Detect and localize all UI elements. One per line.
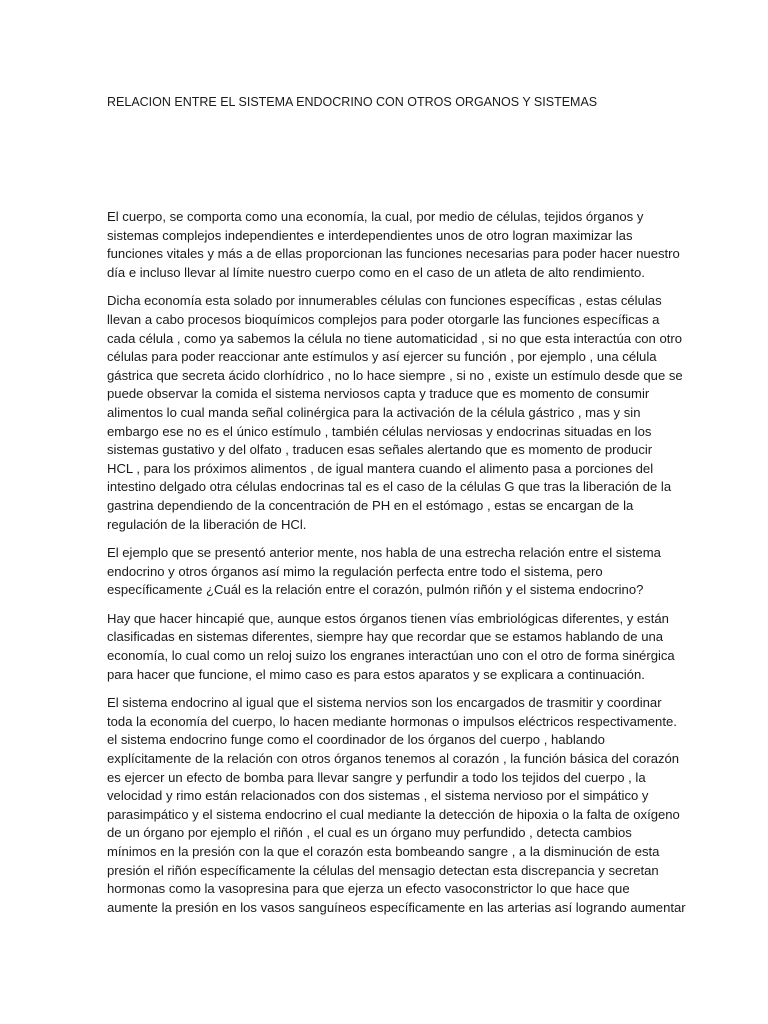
text-line: es ejercer un efecto de bomba para llevar sangre y perfundir a todo los tejidos del cuerpo , la — [107, 769, 646, 785]
paragraph — [107, 544, 663, 600]
text-line: explícitamente de la relación con otros órganos tenemos al corazón , la función básica del corazón — [107, 751, 680, 767]
text-line: gástrica que secreta ácido clorhídrico , no lo hace siempre , si no , existe un estímulo desde que se — [107, 367, 683, 383]
text-line: mínimos en la presión con la que el corazón esta bombeando sangre , a la disminución de esta — [107, 844, 660, 859]
paragraph — [107, 694, 686, 917]
text-line: El cuerpo, se comporta como una economía, la cual, por medio de células, tejidos órganos y — [107, 209, 644, 224]
text-line: para hacer que funcione, el mimo caso es para estos aparatos y se explicara a continuación. — [107, 666, 645, 682]
text-line: células para poder reaccionar ante estímulos y así ejercer su función , por ejemplo , una célula — [107, 349, 657, 365]
text-line: El ejemplo que se presentó anterior mente, nos habla de una estrecha relación entre el sistema — [107, 545, 661, 561]
paragraph — [107, 208, 680, 282]
text-line: funciones vitales y más a de ellas proporcionan las funciones necesarias para poder hacer nuestro — [107, 246, 680, 262]
text-line: presión el riñón específicamente la células del mensagio detectan esta discrepancia y secretan — [107, 862, 659, 878]
text-line: regulación de la liberación de HCl. — [107, 516, 307, 532]
text-line: específicamente ¿Cuál es la relación entre el corazón, pulmón riñón y el sistema endocrino? — [107, 582, 644, 598]
text-line: el sistema endocrino funge como el coordinador de los órganos del cuerpo , hablando — [107, 732, 605, 748]
text-line: Dicha economía esta solado por innumerables células con funciones específicas , estas células — [107, 293, 662, 309]
text-line: aumente la presión en los vasos sanguíneos específicamente en las arterias así logrando aumentar — [107, 899, 686, 915]
text-line: sistemas complejos independientes e interdependientes unos de otro logran maximizar las — [107, 227, 633, 243]
text-line: HCL , para los próximos alimentos , de igual mantera cuando el alimento pasa a porciones del — [107, 460, 654, 476]
text-line: alimentos lo cual manda señal colinérgica para la activación de la célula gástrico , mas y sin — [107, 404, 641, 420]
text-line: Hay que hacer hincapié que, aunque estos órganos tienen vías embriológicas diferentes, y están — [107, 610, 669, 626]
text-line: intestino delgado otra células endocrinas tal es el caso de la células G que tras la liberación de la — [107, 479, 672, 495]
text-line: hormonas como la vasopresina para que ejerza un efecto vasoconstrictor lo que hace que — [107, 881, 630, 897]
text-line: economía, lo cual como un reloj suizo los engranes interactúan uno con el otro de forma sinérgica — [107, 648, 675, 664]
text-line: El sistema endocrino al igual que el sistema nervios son los encargados de trasmitir y coordinar — [107, 695, 662, 711]
text-line: embargo ese no es el único estímulo , también células nerviosas y endocrinas situadas en los — [107, 423, 652, 439]
text-line: endocrino y otros órganos así mimo la regulación perfecta entre todo el sistema, pero — [107, 563, 603, 579]
text-line: de un órgano por ejemplo el riñón , el cual es un órgano muy perfundido , detecta cambios — [107, 825, 632, 841]
text-line: llevan a cabo procesos bioquímicos complejos para poder otorgarle las funciones específicas a — [107, 311, 660, 327]
paragraph — [107, 292, 683, 534]
document-body — [107, 208, 686, 927]
text-line: velocidad y rimo están relacionados con dos sistemas , el sistema nervioso por el simpático y — [107, 788, 649, 804]
text-line: parasimpático y el sistema endocrino el cual mediante la detección de hipoxia o la falta de oxígeno — [107, 806, 680, 822]
text-line: gastrina dependiendo de la concentración de PH en el estómago , estas se encargan de la — [107, 497, 634, 513]
text-line: día e incluso llevar al límite nuestro cuerpo como en el caso de un atleta de alto rendimiento. — [107, 264, 645, 280]
text-line: cada célula , como ya sabemos la célula no tiene automaticidad , si no que esta interactúa con otro — [107, 330, 683, 346]
text-line: toda la economía del cuerpo, lo hacen mediante hormonas o impulsos eléctricos respectivamente. — [107, 713, 677, 729]
paragraph — [107, 610, 675, 684]
text-line: sistemas gustativo y del olfato , traducen esas señales alertando que es momento de producir — [107, 442, 653, 458]
document-title: RELACION ENTRE EL SISTEMA ENDOCRINO CON OTROS ORGANOS Y SISTEMAS — [107, 95, 598, 109]
text-line: clasificadas en sistemas diferentes, siempre hay que recordar que se estamos hablando de una — [107, 629, 664, 645]
text-line: puede observar la comida el sistema nerviosos capta y traduce que es momento de consumir — [107, 386, 650, 402]
